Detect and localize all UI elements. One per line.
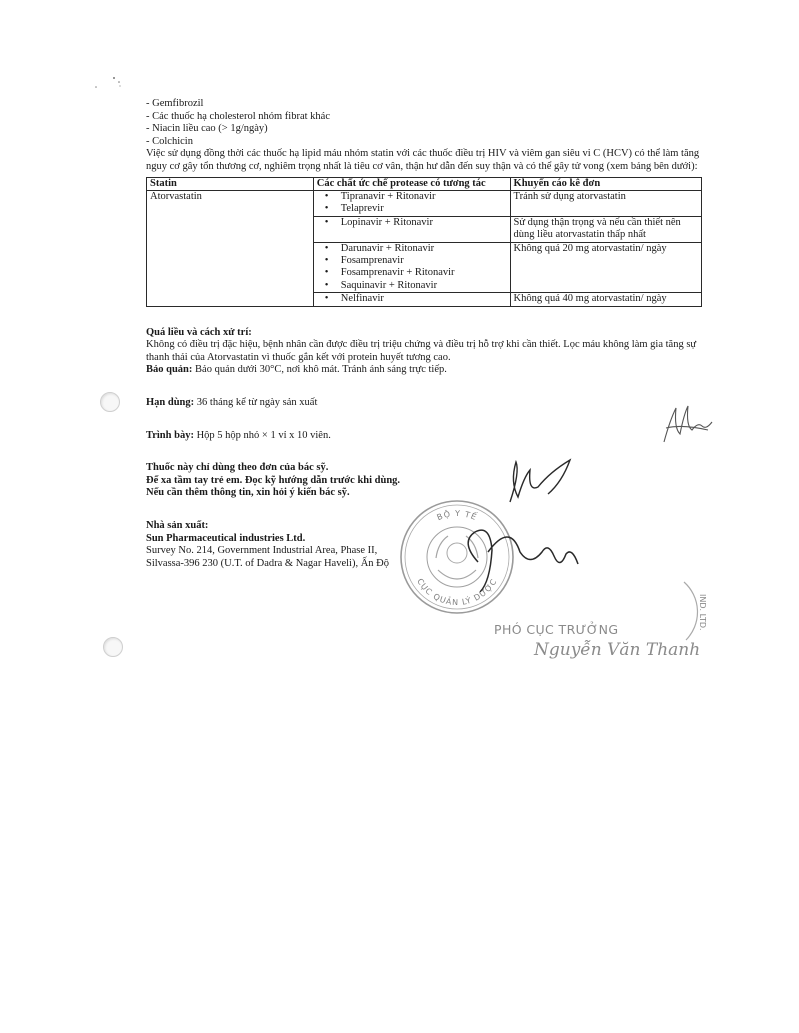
manufacturer-name: Sun Pharmaceutical industries Ltd. <box>146 532 306 544</box>
drug-item: • Fosamprenavir + Ritonavir <box>317 267 507 279</box>
presentation-line <box>146 430 706 443</box>
drug-item: • Darunavir + Ritonavir <box>317 243 507 255</box>
drugs-cell <box>313 216 510 242</box>
presentation-text: Hộp 5 hộp nhỏ × 1 vỉ x 10 viên. <box>193 429 331 441</box>
shelf-life-label: Hạn dùng: <box>146 397 195 408</box>
shelf-life-text: 36 tháng kể từ ngày sản xuất <box>194 397 318 408</box>
contraindication-list <box>146 98 706 148</box>
interaction-table <box>146 177 702 307</box>
warning-line: Thuốc này chỉ dùng theo đơn của bác sỹ. <box>146 462 329 474</box>
punch-hole-top <box>100 392 120 412</box>
drugs-cell <box>313 242 510 293</box>
drugs-cell <box>313 190 510 216</box>
storage-label: Bảo quản: <box>146 364 193 376</box>
contraindication-item: - Gemfibrozil <box>146 98 204 109</box>
signature-initial <box>656 400 720 448</box>
overdose-text: Không có điều trị đặc hiệu, bệnh nhân cần được điều trị triệu chứng và điều trị hỗ trợ khi cần thiết. Lọc máu không làm gia tăng sự thanh thải của Atorvastatin vì thuốc gắn kết với protein huyết tương cao. <box>146 339 697 363</box>
contraindication-item: - Các thuốc hạ cholesterol nhóm fibrat khác <box>146 110 330 122</box>
advice-cell: Không quá 20 mg atorvastatin/ ngày <box>510 242 701 293</box>
drug-item: • Nelfinavir <box>317 293 507 305</box>
warning-line: Nếu cần thêm thông tin, xin hỏi ý kiến bác sỹ. <box>146 487 350 499</box>
manufacturer-heading: Nhà sản xuất: <box>146 519 209 531</box>
drugs-cell <box>313 293 510 306</box>
stamp-text-bottom: CỤC QUẢN LÝ DƯỢC <box>415 576 499 608</box>
header-protease-inhibitors: Các chất ức chế protease có tương tác <box>313 177 510 190</box>
signatory-title: PHÓ CỤC TRƯỞNG <box>494 622 619 637</box>
storage-text: Bảo quản dưới 30°C, nơi khô mát. Tránh ánh sáng trực tiếp. <box>192 364 447 376</box>
shelf-life-line <box>146 397 706 410</box>
advice-cell: Không quá 40 mg atorvastatin/ ngày <box>510 293 701 306</box>
interaction-intro: Việc sử dụng đồng thời các thuốc hạ lipid máu nhóm statin với các thuốc điều trị HIV và viêm gan siêu vi C (HCV) có thể làm tăng nguy cơ gây tổn thương cơ, nghiêm trọng nhất là tiêu cơ vân, thận hư dẫn đến suy thận và có thể gây tử vong (xem bảng bên dưới): <box>146 148 700 172</box>
drug-item: • Tipranavir + Ritonavir <box>317 191 507 203</box>
presentation-label: Trình bày: <box>146 429 194 441</box>
warning-line: Để xa tầm tay trẻ em. Đọc kỹ hướng dẫn trước khi dùng. <box>146 474 401 486</box>
header-recommendation: Khuyến cáo kê đơn <box>510 177 701 190</box>
storage-line <box>146 364 706 377</box>
table-header-row <box>147 177 702 190</box>
drug-item: • Telaprevir <box>317 203 507 215</box>
manufacturer-address: Survey No. 214, Government Industrial Area, Phase II, <box>146 545 378 557</box>
signature-main <box>450 452 630 597</box>
advice-cell: Tránh sử dụng atorvastatin <box>510 190 701 216</box>
punch-hole-bottom <box>103 637 123 657</box>
header-statin: Statin <box>147 177 314 190</box>
table-row <box>147 190 702 216</box>
contraindication-item: - Colchicin <box>146 135 193 147</box>
corner-stamp-fragment <box>664 580 714 642</box>
overdose-heading: Quá liều và cách xử trí: <box>146 326 252 338</box>
scan-marks <box>88 74 128 94</box>
manufacturer-address: Silvassa-396 230 (U.T. of Dadra & Nagar Haveli), Ấn Độ <box>146 557 389 569</box>
signatory-name: Nguyễn Văn Thanh <box>534 640 701 660</box>
contraindication-item: - Niacin liều cao (> 1g/ngày) <box>146 123 268 135</box>
drug-item: • Lopinavir + Ritonavir <box>317 217 507 229</box>
stamp-text-top: BỘ Y TẾ <box>435 508 479 523</box>
corner-stamp-text: IND. LTD. <box>698 594 707 631</box>
drug-item: • Saquinavir + Ritonavir <box>317 280 507 292</box>
statin-cell: Atorvastatin <box>147 190 314 306</box>
drug-item: • Fosamprenavir <box>317 255 507 267</box>
advice-cell: Sử dụng thận trọng và nếu cần thiết nên dùng liều atorvastatin thấp nhất <box>510 216 701 242</box>
